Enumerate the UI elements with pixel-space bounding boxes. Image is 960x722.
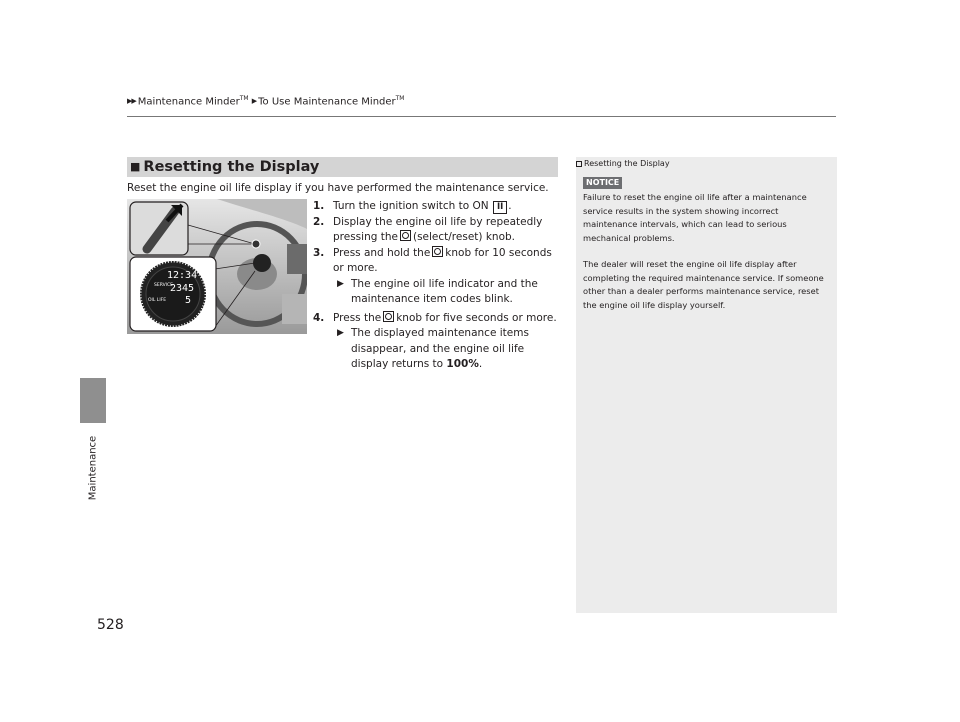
notice-text: Failure to reset the engine oil life after a maintenance service results in the system showing incorrect maintenance intervals, which can lead to serious mechanical problems. bbox=[583, 192, 807, 243]
step-text-end: (select/reset) knob. bbox=[412, 231, 515, 243]
select-reset-knob-icon bbox=[432, 246, 443, 257]
step-text: Display the engine oil life by repeatedly pressing the bbox=[333, 215, 543, 243]
oil-life-label: OIL LIFE bbox=[148, 298, 167, 303]
step-number: 2. bbox=[313, 215, 325, 228]
chapter-tab-marker bbox=[80, 378, 106, 423]
step-2 bbox=[313, 215, 563, 246]
step-result-text: The displayed maintenance items disappear, and the engine oil life display returns to bbox=[351, 327, 529, 370]
breadcrumb-separator-icon: ▶ bbox=[251, 97, 257, 106]
step-result-value: 100% bbox=[446, 358, 479, 370]
step-number: 3. bbox=[313, 246, 325, 259]
section-heading bbox=[127, 157, 558, 177]
step-result bbox=[333, 277, 563, 308]
procedure-steps bbox=[313, 199, 563, 373]
step-result bbox=[333, 326, 563, 373]
step-result-text: The engine oil life indicator and the maintenance item codes blink. bbox=[351, 277, 538, 305]
result-arrow-icon: ▶ bbox=[337, 328, 344, 338]
service-label: SERVICE bbox=[154, 283, 173, 288]
breadcrumb-arrow-icon: ▶▶ bbox=[127, 97, 136, 106]
breadcrumb-part-2[interactable]: To Use Maintenance Minder bbox=[258, 96, 396, 108]
breadcrumb bbox=[127, 95, 404, 107]
step-text-end: . bbox=[508, 200, 512, 212]
result-arrow-icon: ▶ bbox=[337, 278, 344, 289]
page-number: 528 bbox=[97, 617, 124, 633]
notice-badge: NOTICE bbox=[583, 177, 622, 189]
sidebar-note-title-text: Resetting the Display bbox=[584, 159, 670, 168]
step-text: Turn the ignition switch to ON bbox=[333, 200, 492, 212]
step-1 bbox=[313, 199, 563, 215]
chapter-tab-label: Maintenance bbox=[87, 435, 99, 501]
breadcrumb-part-1[interactable]: Maintenance Minder bbox=[137, 96, 240, 108]
dashboard-illustration bbox=[127, 199, 307, 334]
odometer-readout: 2345 bbox=[170, 283, 195, 294]
reference-icon bbox=[576, 161, 582, 167]
clock-readout: 12:34 bbox=[167, 270, 198, 281]
sidebar-note-title[interactable] bbox=[576, 159, 670, 168]
step-text: Press the bbox=[333, 311, 382, 324]
oil-life-value: 5 bbox=[185, 295, 192, 306]
step-text-end: knob for 10 seconds or more. bbox=[333, 246, 552, 274]
step-text-end: knob for five seconds or more. bbox=[396, 311, 557, 324]
select-reset-knob-icon bbox=[400, 230, 411, 241]
ignition-on-key-icon: II bbox=[493, 201, 507, 214]
step-4 bbox=[313, 311, 563, 373]
sidebar-paragraph: The dealer will reset the engine oil life display after completing the required maintenance service. If someone other than a dealer performs maintenance service, reset the engine oil life display yourself. bbox=[583, 259, 824, 310]
step-number: 4. bbox=[313, 311, 325, 324]
header-rule bbox=[127, 116, 836, 117]
trademark: TM bbox=[395, 95, 405, 102]
step-3 bbox=[313, 246, 563, 308]
trademark: TM bbox=[239, 95, 249, 102]
step-text: Press and hold the bbox=[333, 246, 431, 259]
step-number: 1. bbox=[313, 200, 325, 212]
select-reset-knob-icon bbox=[383, 311, 394, 322]
step-result-end: . bbox=[478, 358, 483, 370]
intro-text: Reset the engine oil life display if you have performed the maintenance service. bbox=[127, 182, 549, 194]
square-bullet-icon: ■ bbox=[130, 160, 141, 173]
section-heading-text: Resetting the Display bbox=[143, 159, 320, 175]
